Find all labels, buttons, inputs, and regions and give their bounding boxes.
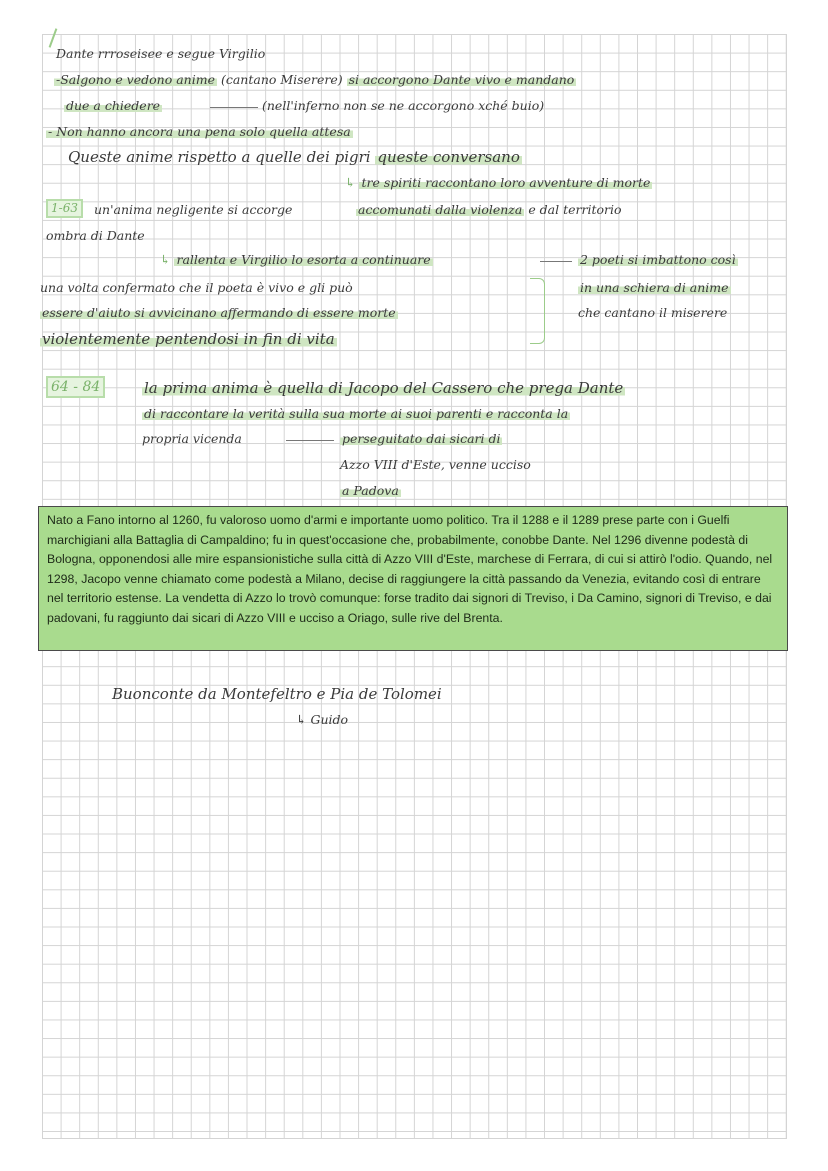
- note-line-15b: perseguitato dai sicari di: [342, 431, 501, 446]
- note-line-9b: 2 poeti si imbattono così: [580, 252, 736, 267]
- note-line-9: ↳ rallenta e Virgilio lo esorta a continuare: [160, 252, 431, 267]
- note-line-12: violentemente pentendosi in fin di vita: [42, 330, 335, 348]
- note-line-1: Dante rrroseisee e segue Virgilio: [56, 46, 266, 61]
- note-line-7: un'anima negligente si accorge: [94, 202, 293, 217]
- note-line-7b: accomunati dalla violenza e dal territorio: [358, 202, 622, 217]
- note-line-5: Queste anime rispetto a quelle dei pigri queste conversano: [68, 148, 520, 166]
- note-line-17: a Padova: [342, 483, 399, 498]
- note-line-10b: in una schiera di anime: [580, 280, 729, 295]
- note-line-8: ombra di Dante: [46, 228, 145, 243]
- note-line-13: la prima anima è quella di Jacopo del Cassero che prega Dante: [144, 379, 624, 397]
- note-line-4: - Non hanno ancora una pena solo quella attesa: [48, 124, 351, 139]
- note-line-14: di raccontare la verità sulla sua morte ai suoi parenti e racconta la: [144, 406, 569, 421]
- range-badge-64-84: 64 - 84: [46, 376, 105, 398]
- note-line-19: ↳ Guido: [296, 712, 349, 727]
- biography-box: [38, 506, 788, 651]
- dash-line: [540, 261, 572, 262]
- note-line-11: essere d'aiuto si avvicinano affermando di essere morte: [42, 305, 396, 320]
- brace-bracket: [530, 278, 545, 344]
- note-line-6: ↳ tre spiriti raccontano loro avventure di morte: [345, 175, 651, 190]
- biography-text: Nato a Fano intorno al 1260, fu valoroso uomo d'armi e importante uomo politico. Tra il 1288 e il 1289 prese parte con i Guelfi marchigiani alla Battaglia di Campaldino; fu in quest'occasione che, probabilmente, conobbe Dante. Nel 1296 divenne podestà di Bologna, opponendosi alle mire espansionistiche sulla città di Azzo VIII d'Este, marchese di Ferrara, di cui si attirò l'odio. Quando, nel 1298, Jacopo venne chiamato come podestà a Milano, decise di raggiungere la città passando da Venezia, evitando così di entrare nel territorio estense. La vendetta di Azzo lo trovò comunque: forse tradito dai signori di Treviso, i Da Camino, signori di Treviso, e dai padovani, fu raggiunto dai sicari di Azzo VIII e ucciso a Oriago, sulle rive del Brenta.: [47, 513, 773, 625]
- dash-line: [210, 107, 258, 108]
- dash-line: [286, 440, 334, 441]
- range-badge-1-63: 1-63: [46, 199, 83, 218]
- note-line-3b: (nell'inferno non se ne accorgono xché buio): [262, 98, 545, 113]
- note-line-11b: che cantano il miserere: [578, 305, 728, 320]
- note-line-10: una volta confermato che il poeta è vivo e gli può: [40, 280, 353, 295]
- note-line-16: Azzo VIII d'Este, venne ucciso: [340, 457, 531, 472]
- note-line-15: propria vicenda: [142, 431, 242, 446]
- note-line-18: Buonconte da Montefeltro e Pia de Tolomei: [112, 685, 442, 703]
- note-line-2: -Salgono e vedono anime (cantano Miserere) si accorgono Dante vivo e mandano: [56, 72, 575, 87]
- note-line-3: due a chiedere: [66, 98, 161, 113]
